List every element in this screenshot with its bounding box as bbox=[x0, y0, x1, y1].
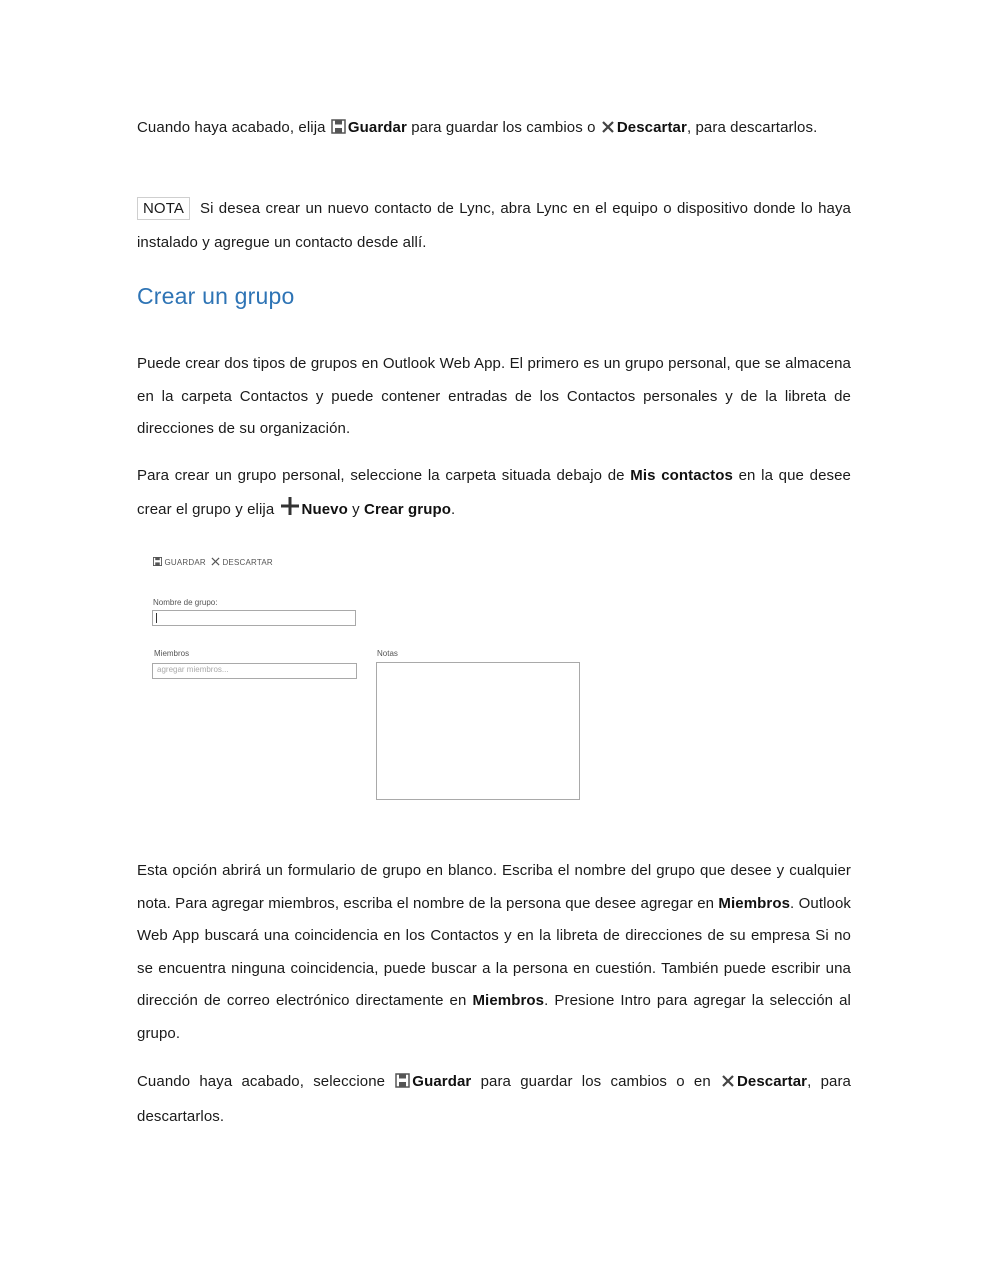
members-placeholder: agregar miembros... bbox=[157, 665, 229, 674]
members-input[interactable] bbox=[152, 663, 357, 679]
save-icon bbox=[395, 1068, 410, 1101]
close-icon bbox=[721, 1068, 735, 1101]
text-cursor bbox=[156, 613, 157, 623]
close-icon bbox=[601, 114, 615, 147]
plus-icon bbox=[280, 495, 300, 529]
close-icon bbox=[211, 557, 220, 566]
paragraph-save-discard-final: Cuando haya acabado, seleccione Guardar para guardar los cambios o en Descartar, para descartarlos. bbox=[137, 1066, 851, 1133]
note-paragraph: NOTA Si desea crear un nuevo contacto de Lync, abra Lync en el equipo o dispositivo donde lo haya instalado y agregue un contacto desde allí. bbox=[137, 192, 851, 260]
new-group-form-screenshot bbox=[150, 553, 590, 808]
notes-textarea[interactable] bbox=[376, 662, 580, 800]
section-heading: Crear un grupo bbox=[137, 283, 295, 309]
save-toolbar-button[interactable]: GUARDAR bbox=[153, 557, 206, 567]
group-name-input[interactable] bbox=[152, 610, 356, 626]
paragraph-blank-form: Esta opción abrirá un formulario de grupo en blanco. Escriba el nombre del grupo que desee y cualquier nota. Para agregar miembros, escriba el nombre de la persona que desee agregar en Miembros. Outlook Web App buscará una coincidencia en los Contactos y en la libreta de direcciones de su empresa Si no se encuentra ninguna coincidencia, puede buscar a la persona en cuestión. También puede escribir una dirección de correo electrónico directamente en Miembros. Presione Intro para agregar la selección al grupo. bbox=[137, 862, 852, 1042]
paragraph-create-personal-group: Para crear un grupo personal, seleccione la carpeta situada debajo de Mis contactos en la que desee crear el grupo y elija Nuevo y Crear grupo. bbox=[137, 459, 851, 529]
discard-toolbar-button[interactable]: DESCARTAR bbox=[211, 557, 273, 567]
paragraph-group-types: Puede crear dos tipos de grupos en Outlook Web App. El primero es un grupo personal, que se almacena en la carpeta Contactos y puede contener entradas de los Contactos personales y de la libreta de direcciones de su organización. bbox=[137, 355, 851, 437]
members-label: Miembros bbox=[154, 649, 190, 658]
note-label: NOTA bbox=[137, 197, 190, 220]
group-name-label: Nombre de grupo: bbox=[153, 598, 218, 607]
save-icon bbox=[331, 114, 346, 147]
notes-label: Notas bbox=[377, 649, 398, 658]
paragraph-save-discard: Cuando haya acabado, elija Guardar para guardar los cambios o Descartar, para descartarlos. bbox=[137, 112, 851, 147]
save-icon bbox=[153, 557, 162, 566]
